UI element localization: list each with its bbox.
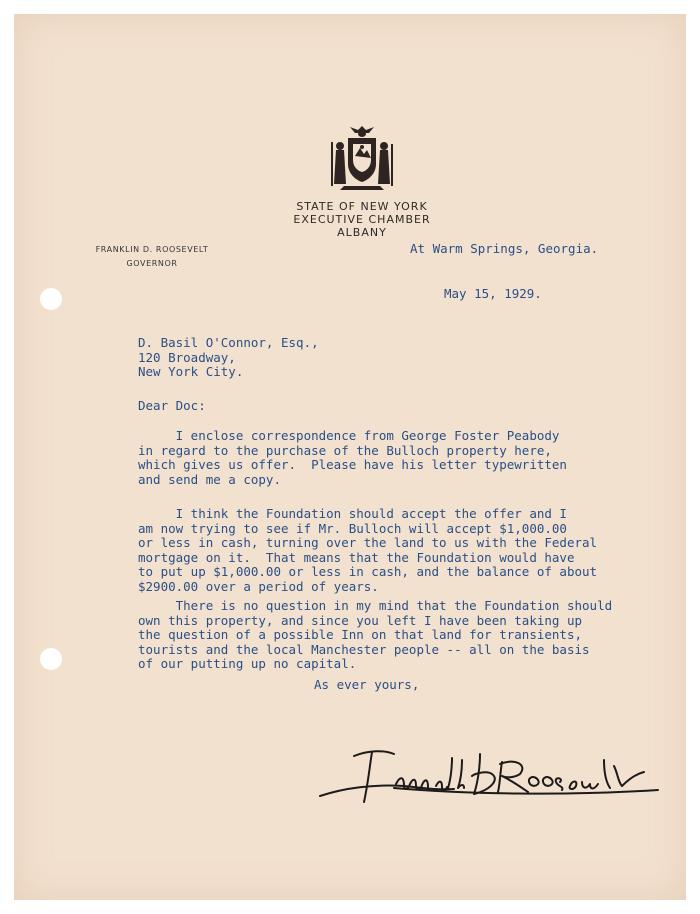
governor-title: GOVERNOR [126, 259, 178, 268]
signature-franklin-d-roosevelt [314, 744, 664, 814]
addressee-street: 120 Broadway, [138, 349, 236, 365]
paragraph-line: I enclose correspondence from George Foster Peabody [138, 428, 560, 443]
paragraph-line: which gives us offer. Please have his letter typewritten [138, 457, 567, 472]
paragraph-line: mortgage on it. That means that the Foundation would have [138, 549, 575, 565]
paragraph-2 [138, 507, 597, 594]
punch-hole-bottom [40, 648, 62, 670]
paragraph-1 [138, 429, 567, 487]
letter-location: At Warm Springs, Georgia. [410, 241, 599, 256]
letterhead-state: STATE OF NEW YORK [296, 200, 428, 213]
paragraph-line: $2900.00 over a period of years. [138, 578, 379, 594]
salutation: Dear Doc: [138, 398, 206, 413]
paragraph-line: I think the Foundation should accept the offer and I [138, 506, 567, 521]
letterhead-office [262, 200, 462, 239]
paragraph-line: am now trying to see if Mr. Bulloch will accept $1,000.00 [138, 520, 567, 536]
paragraph-line: to put up $1,000.00 or less in cash, and the balance of about [138, 564, 598, 579]
paragraph-line: in regard to the purchase of the Bulloch property here, [138, 442, 552, 458]
paragraph-line: tourists and the local Manchester people -- all on the basis [138, 641, 590, 657]
punch-hole-top [40, 288, 62, 310]
new-york-state-seal-icon [326, 122, 398, 194]
letterhead-city: ALBANY [337, 226, 387, 239]
letter-paper [14, 14, 686, 900]
paragraph-line: There is no question in my mind that the Foundation should [138, 598, 613, 613]
paragraph-line: or less in cash, turning over the land to us with the Federal [138, 535, 598, 550]
letter-date: May 15, 1929. [444, 286, 542, 301]
paragraph-line: of our putting up no capital. [138, 656, 357, 671]
paragraph-line: the question of a possible Inn on that land for transients, [138, 627, 583, 642]
addressee-name: D. Basil O'Connor, Esq., [138, 335, 319, 350]
letterhead-chamber: EXECUTIVE CHAMBER [293, 213, 431, 226]
letterhead-governor [82, 243, 222, 271]
paragraph-line: own this property, and since you left I have been taking up [138, 612, 583, 628]
paragraph-line: and send me a copy. [138, 471, 281, 487]
governor-name: FRANKLIN D. ROOSEVELT [95, 245, 209, 254]
addressee-block [138, 336, 319, 380]
closing: As ever yours, [314, 677, 420, 692]
addressee-city: New York City. [138, 364, 244, 379]
paragraph-3 [138, 599, 612, 672]
